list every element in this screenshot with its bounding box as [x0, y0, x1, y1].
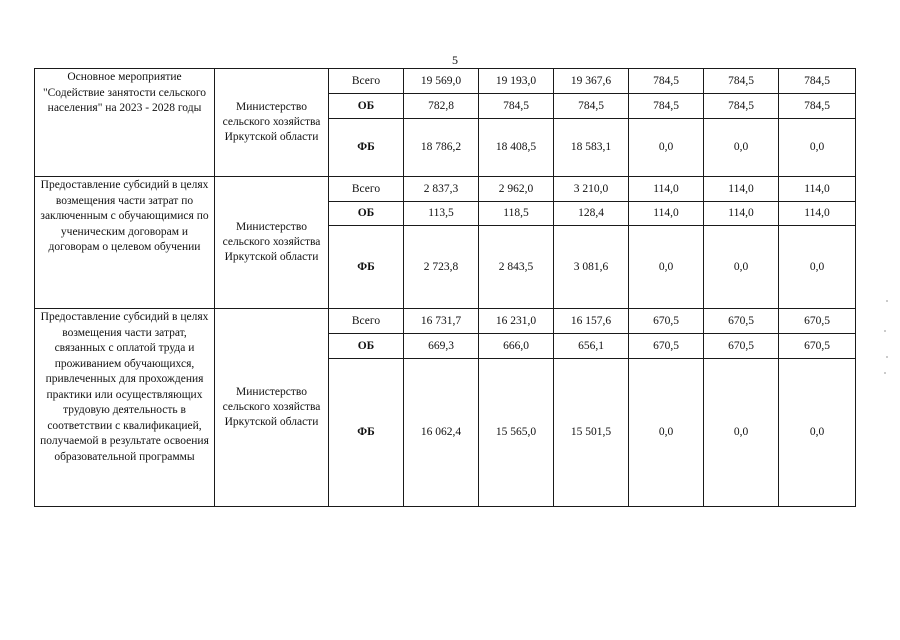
value-cell: 0,0: [704, 226, 779, 309]
value-cell: 0,0: [704, 119, 779, 177]
value-cell: 18 408,5: [479, 119, 554, 177]
table-row: [35, 69, 856, 94]
responsible-agency: Министерство сельского хозяйства Иркутской области: [215, 309, 329, 507]
scan-artifact: [886, 356, 888, 358]
value-cell: 128,4: [554, 202, 629, 226]
event-name: Предоставление субсидий в целях возмещения части затрат, связанных с оплатой труда и проживанием обучающихся, привлеченных для прохождения практики или осуществляющих трудовую деятельность в соответствии с квалификацией, получаемой в результате освоения образовательной программы: [35, 309, 215, 507]
responsible-agency: Министерство сельского хозяйства Иркутской области: [215, 69, 329, 177]
table-row: [35, 309, 856, 334]
responsible-agency: Министерство сельского хозяйства Иркутской области: [215, 177, 329, 309]
value-cell: 15 565,0: [479, 359, 554, 507]
funding-source: Всего: [329, 177, 404, 202]
value-cell: 18 786,2: [404, 119, 479, 177]
value-cell: 2 843,5: [479, 226, 554, 309]
value-cell: 2 962,0: [479, 177, 554, 202]
funding-source: ФБ: [329, 359, 404, 507]
value-cell: 784,5: [779, 94, 856, 119]
value-cell: 0,0: [629, 119, 704, 177]
value-cell: 670,5: [629, 334, 704, 359]
value-cell: 114,0: [629, 177, 704, 202]
value-cell: 2 723,8: [404, 226, 479, 309]
value-cell: 670,5: [779, 334, 856, 359]
value-cell: 16 062,4: [404, 359, 479, 507]
value-cell: 669,3: [404, 334, 479, 359]
value-cell: 782,8: [404, 94, 479, 119]
value-cell: 784,5: [704, 94, 779, 119]
value-cell: 666,0: [479, 334, 554, 359]
value-cell: 118,5: [479, 202, 554, 226]
financing-table: [34, 68, 856, 507]
value-cell: 670,5: [629, 309, 704, 334]
funding-source: ОБ: [329, 202, 404, 226]
value-cell: 114,0: [779, 202, 856, 226]
value-cell: 3 210,0: [554, 177, 629, 202]
funding-source: ОБ: [329, 334, 404, 359]
funding-source: ОБ: [329, 94, 404, 119]
value-cell: 113,5: [404, 202, 479, 226]
value-cell: 784,5: [779, 69, 856, 94]
value-cell: 3 081,6: [554, 226, 629, 309]
value-cell: 16 731,7: [404, 309, 479, 334]
funding-source: Всего: [329, 69, 404, 94]
value-cell: 114,0: [704, 202, 779, 226]
event-name: Предоставление субсидий в целях возмещения части затрат по заключенным с обучающимися по ученическим договорам и договорам о целевом обучении: [35, 177, 215, 309]
value-cell: 656,1: [554, 334, 629, 359]
value-cell: 114,0: [779, 177, 856, 202]
value-cell: 18 583,1: [554, 119, 629, 177]
scan-artifact: [886, 300, 888, 302]
value-cell: 0,0: [629, 359, 704, 507]
value-cell: 784,5: [629, 69, 704, 94]
value-cell: 19 193,0: [479, 69, 554, 94]
value-cell: 0,0: [779, 119, 856, 177]
funding-source: ФБ: [329, 119, 404, 177]
table-row: [35, 177, 856, 202]
value-cell: 0,0: [779, 226, 856, 309]
funding-source: ФБ: [329, 226, 404, 309]
value-cell: 784,5: [704, 69, 779, 94]
value-cell: 19 367,6: [554, 69, 629, 94]
value-cell: 670,5: [704, 309, 779, 334]
value-cell: 0,0: [629, 226, 704, 309]
scan-artifact: [884, 372, 886, 374]
value-cell: 2 837,3: [404, 177, 479, 202]
page-number: 5: [452, 53, 458, 67]
value-cell: 670,5: [779, 309, 856, 334]
value-cell: 16 231,0: [479, 309, 554, 334]
event-name: Основное мероприятие "Содействие занятости сельского населения" на 2023 - 2028 годы: [35, 69, 215, 177]
value-cell: 15 501,5: [554, 359, 629, 507]
value-cell: 0,0: [704, 359, 779, 507]
value-cell: 19 569,0: [404, 69, 479, 94]
value-cell: 16 157,6: [554, 309, 629, 334]
value-cell: 670,5: [704, 334, 779, 359]
scan-artifact: [884, 330, 886, 332]
value-cell: 784,5: [554, 94, 629, 119]
value-cell: 784,5: [479, 94, 554, 119]
value-cell: 784,5: [629, 94, 704, 119]
funding-source: Всего: [329, 309, 404, 334]
value-cell: 114,0: [629, 202, 704, 226]
value-cell: 0,0: [779, 359, 856, 507]
value-cell: 114,0: [704, 177, 779, 202]
